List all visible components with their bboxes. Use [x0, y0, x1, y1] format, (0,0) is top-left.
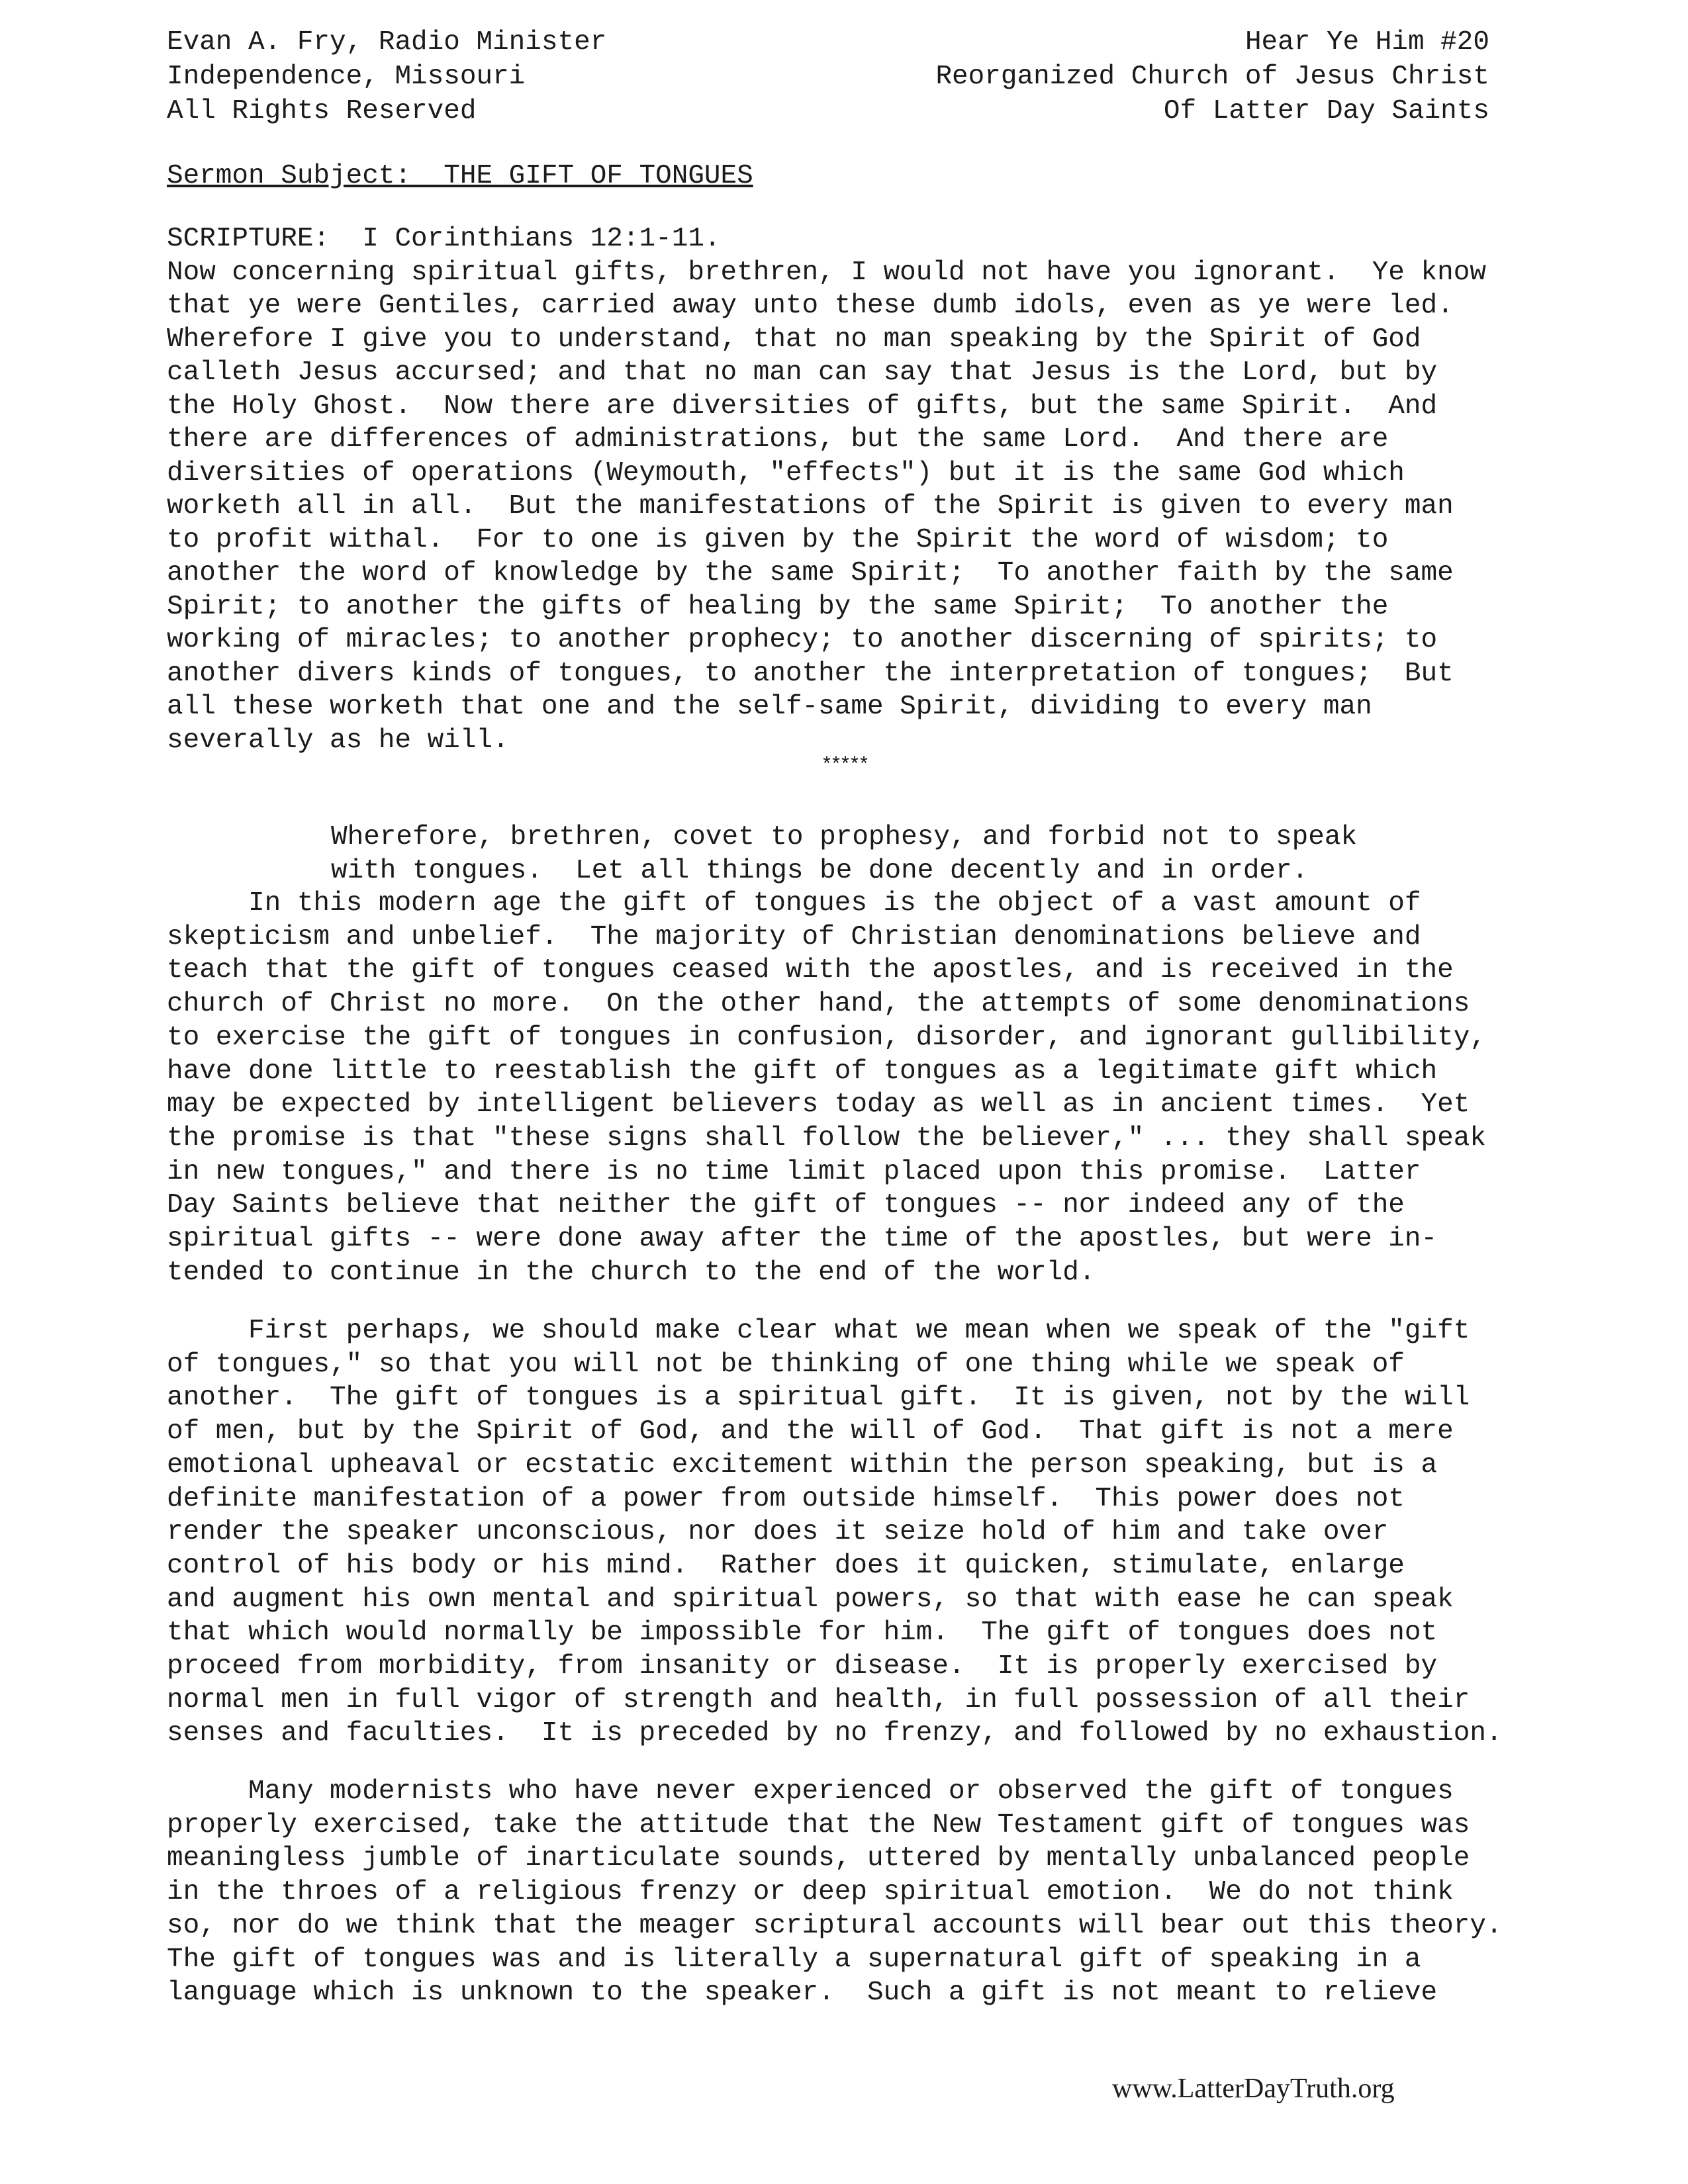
text-line: normal men in full vigor of strength and health, in full possession of all their: [167, 1684, 1470, 1715]
text-line: calleth Jesus accursed; and that no man can say that Jesus is the Lord, but by: [167, 357, 1438, 388]
church-name-line-2: Of Latter Day Saints: [1163, 96, 1489, 126]
rights-notice: All Rights Reserved: [167, 96, 477, 126]
text-line: render the speaker unconscious, nor does it seize hold of him and take over: [167, 1517, 1389, 1548]
text-line: church of Christ no more. On the other hand, the attempts of some denominations: [167, 989, 1470, 1020]
text-line: Many modernists who have never experienced or observed the gift of tongues: [167, 1776, 1454, 1807]
text-line: the Holy Ghost. Now there are diversities of gifts, but the same Spirit. And: [167, 390, 1438, 422]
text-line: diversities of operations (Weymouth, "effects") but it is the same God which: [167, 457, 1405, 488]
text-line: that which would normally be impossible for him. The gift of tongues does not: [167, 1617, 1438, 1649]
text-line: The gift of tongues was and is literally a supernatural gift of speaking in a: [167, 1944, 1421, 1975]
text-line: Now concerning spiritual gifts, brethren, I would not have you ignorant. Ye know: [167, 257, 1486, 288]
text-line: control of his body or his mind. Rather does it quicken, stimulate, enlarge: [167, 1550, 1405, 1581]
text-line: In this modern age the gift of tongues is the object of a vast amount of: [167, 888, 1421, 919]
header-left-block: [167, 25, 606, 128]
text-line: Wherefore I give you to understand, that no man speaking by the Spirit of God: [167, 324, 1421, 355]
church-name-line-1: Reorganized Church of Jesus Christ: [935, 62, 1489, 92]
text-line: senses and faculties. It is preceded by no frenzy, and followed by no exhaustion.: [167, 1718, 1503, 1749]
text-line: another divers kinds of tongues, to another the interpretation of tongues; But: [167, 658, 1454, 689]
text-line: First perhaps, we should make clear what we mean when we speak of the "gift: [167, 1316, 1470, 1346]
text-line: to exercise the gift of tongues in confusion, disorder, and ignorant gullibility,: [167, 1022, 1486, 1053]
text-line: severally as he will.: [167, 725, 509, 756]
text-line: another. The gift of tongues is a spiritual gift. It is given, not by the will: [167, 1383, 1470, 1414]
text-line: there are differences of administrations, but the same Lord. And there are: [167, 424, 1389, 455]
text-line: language which is unknown to the speaker. Such a gift is not meant to relieve: [167, 1978, 1438, 2009]
text-line: that ye were Gentiles, carried away unto these dumb idols, even as ye were led.: [167, 291, 1454, 321]
footer-website-url: www.LatterDayTruth.org: [1112, 2073, 1395, 2104]
author-name: Evan A. Fry, Radio Minister: [167, 27, 607, 58]
text-line: properly exercised, take the attitude that the New Testament gift of tongues was: [167, 1809, 1470, 1841]
text-line: in new tongues," and there is no time limit placed upon this promise. Latter: [167, 1156, 1421, 1187]
text-line: another the word of knowledge by the same Spirit; To another faith by the same: [167, 558, 1454, 588]
text-line: in the throes of a religious frenzy or deep spiritual emotion. We do not think: [167, 1877, 1454, 1908]
text-line: and augment his own mental and spiritual powers, so that with ease he can speak: [167, 1584, 1454, 1615]
paragraph-3: [167, 1775, 1570, 2010]
paragraph-1: [167, 887, 1570, 1289]
paragraph-2: [167, 1314, 1570, 1751]
series-number: Hear Ye Him #20: [1244, 27, 1489, 58]
text-line: Spirit; to another the gifts of healing by the same Spirit; To another the: [167, 591, 1389, 622]
text-line: emotional upheaval or ecstatic excitement within the person speaking, but is a: [167, 1449, 1438, 1480]
text-line: proceed from morbidity, from insanity or disease. It is properly exercised by: [167, 1651, 1438, 1682]
quote-line: Wherefore, brethren, covet to prophesy, and forbid not to speak: [331, 822, 1358, 852]
section-separator: *****: [820, 754, 867, 777]
quote-block: [331, 821, 1357, 888]
quote-line: with tongues. Let all things be done decently and in order.: [331, 856, 1309, 886]
text-line: may be expected by intelligent believers today as well as in ancient times. Yet: [167, 1089, 1470, 1120]
text-line: worketh all in all. But the manifestations of the Spirit is given to every man: [167, 491, 1454, 522]
text-line: spiritual gifts -- were done away after the time of the apostles, but were in-: [167, 1224, 1438, 1255]
text-line: definite manifestation of a power from outside himself. This power does not: [167, 1483, 1405, 1514]
text-line: the promise is that "these signs shall follow the believer," ... they shall speak: [167, 1122, 1486, 1154]
text-line: of tongues," so that you will not be thinking of one thing while we speak of: [167, 1349, 1405, 1380]
text-line: tended to continue in the church to the end of the world.: [167, 1257, 1096, 1288]
text-line: Day Saints believe that neither the gift of tongues -- nor indeed any of the: [167, 1190, 1405, 1221]
text-line: working of miracles; to another prophecy; to another discerning of spirits; to: [167, 625, 1438, 655]
sermon-subject: Sermon Subject: THE GIFT OF TONGUES: [167, 161, 753, 191]
text-line: to profit withal. For to one is given by the Spirit the word of wisdom; to: [167, 524, 1389, 555]
text-line: all these worketh that one and the self-same Spirit, dividing to every man: [167, 692, 1372, 722]
author-location: Independence, Missouri: [167, 62, 526, 92]
scripture-block: [167, 222, 1530, 757]
text-line: SCRIPTURE: I Corinthians 12:1-11.: [167, 224, 721, 254]
text-line: of men, but by the Spirit of God, and the will of God. That gift is not a mere: [167, 1416, 1454, 1447]
text-line: so, nor do we think that the meager scriptural accounts will bear out this theory.: [167, 1910, 1503, 1941]
text-line: teach that the gift of tongues ceased with the apostles, and is received in the: [167, 955, 1454, 986]
text-line: have done little to reestablish the gift of tongues as a legitimate gift which: [167, 1056, 1438, 1087]
header-right-block: [935, 25, 1489, 128]
text-line: skepticism and unbelief. The majority of Christian denominations believe and: [167, 921, 1421, 952]
text-line: meaningless jumble of inarticulate sounds, uttered by mentally unbalanced people: [167, 1843, 1470, 1874]
